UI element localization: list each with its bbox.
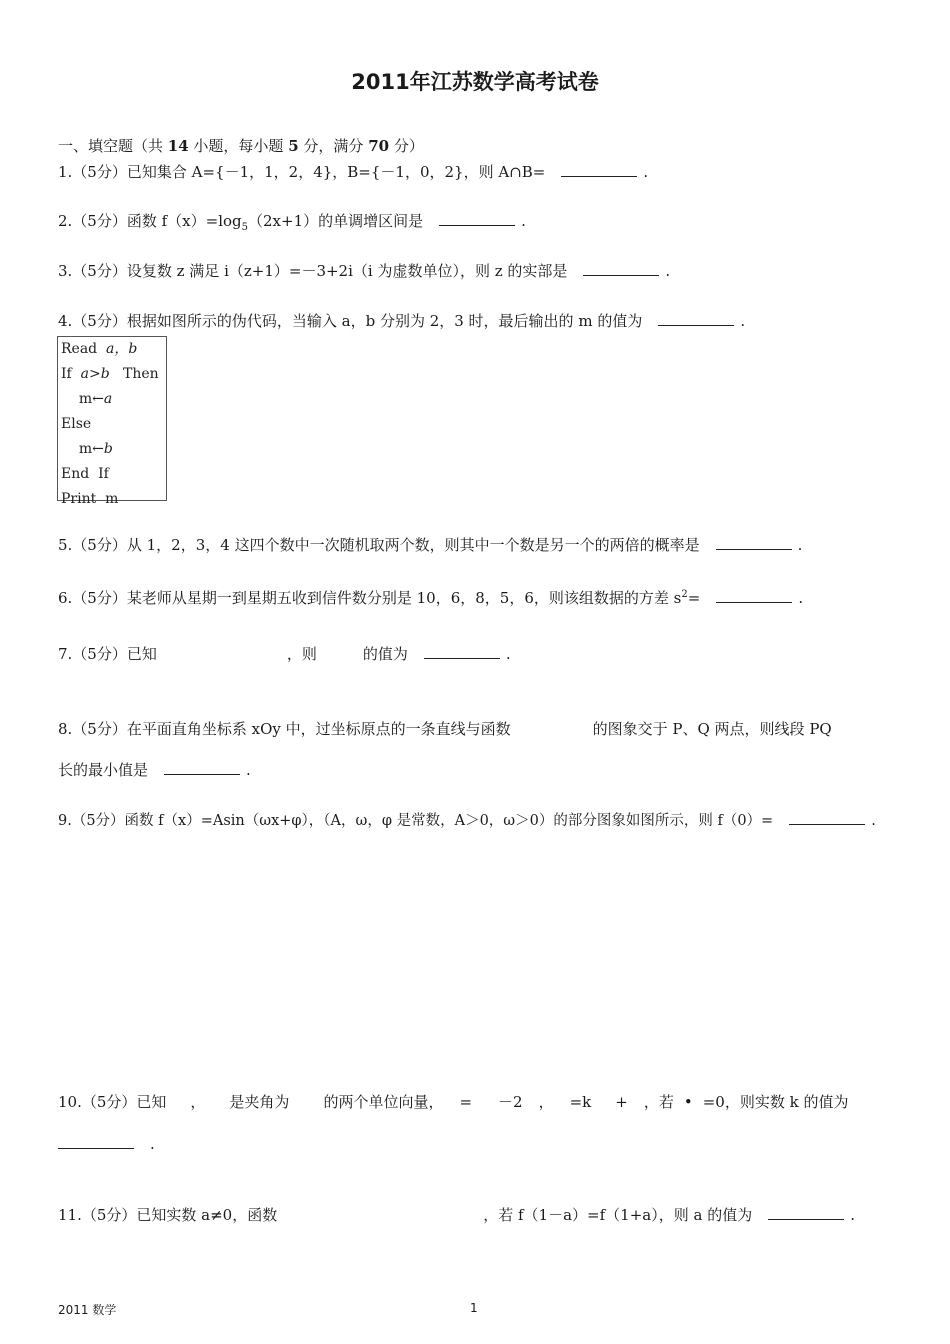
answer-blank[interactable] xyxy=(164,760,240,775)
code-line: Print m xyxy=(61,491,119,507)
answer-blank[interactable] xyxy=(716,588,792,603)
footer-label: 2011 数学 xyxy=(58,1303,117,1317)
answer-blank[interactable] xyxy=(561,162,637,177)
question-7: 7.（5分）已知 ，则 的值为 . xyxy=(58,645,511,663)
question-9: 9.（5分）函数 f（x）=Asin（ωx+φ），（A，ω，φ 是常数，A＞0，ω＞0）的部分图象如图所示，则 f（0）= . xyxy=(58,810,876,831)
section-header: 一、填空题（共 14 小题，每小题 5 分，满分 70 分） xyxy=(58,137,424,155)
pseudocode-figure xyxy=(57,336,167,507)
answer-blank[interactable] xyxy=(424,644,500,659)
question-5: 5.（5分）从 1，2，3，4 这四个数中一次随机取两个数，则其中一个数是另一个的两倍的概率是 . xyxy=(58,536,803,554)
page-title: 2011年江苏数学高考试卷 xyxy=(351,70,599,94)
question-6: 6.（5分）某老师从星期一到星期五收到信件数分别是 10，6，8，5，6，则该组数据的方差 $s^2=$ . xyxy=(58,589,804,607)
code-line: Else xyxy=(61,416,92,432)
answer-blank[interactable] xyxy=(658,311,734,326)
question-10-cont: . xyxy=(58,1134,155,1154)
code-line: End If xyxy=(61,466,109,482)
question-11: 11.（5分）已知实数 a≠0，函数 ，若 f（1－a）=f（1+a），则 a 的值为 . xyxy=(58,1206,855,1224)
answer-blank[interactable] xyxy=(768,1205,844,1220)
question-3: 3.（5分）设复数 z 满足 i（z+1）=－3+2i（i 为虚数单位），则 z 的实部是 . xyxy=(58,262,671,280)
code-line: m←a xyxy=(78,391,113,407)
question-8-cont: 长的最小值是 . xyxy=(58,761,251,779)
answer-blank[interactable] xyxy=(789,810,865,825)
code-line: m←b xyxy=(78,441,113,457)
answer-blank[interactable] xyxy=(439,211,515,226)
answer-blank[interactable] xyxy=(716,535,792,550)
question-1: 1.（5分）已知集合 A={－1，1，2，4}，B={－1，0，2}，则 A∩B= . xyxy=(58,163,649,181)
answer-blank[interactable] xyxy=(583,261,659,276)
question-8: 8.（5分）在平面直角坐标系 xOy 中，过坐标原点的一条直线与函数 的图象交于 P、Q 两点，则线段 PQ xyxy=(58,720,832,738)
page-number: 1 xyxy=(470,1301,478,1315)
question-10: 10.（5分）已知 ， 是夹角为 的两个单位向量， = －2 ， =k + ，若 • =0，则实数 k 的值为 xyxy=(58,1093,849,1111)
question-2: 2.（5分）函数 $f(x)=\log_5(2x+1)$的单调增区间是 . xyxy=(58,212,526,233)
code-line: If a>b Then xyxy=(61,366,159,382)
question-4: 4.（5分）根据如图所示的伪代码，当输入 a，b 分别为 2，3 时，最后输出的 m 的值为 . xyxy=(58,312,746,330)
answer-blank[interactable] xyxy=(58,1134,134,1149)
code-line: Read a，b xyxy=(61,341,138,357)
